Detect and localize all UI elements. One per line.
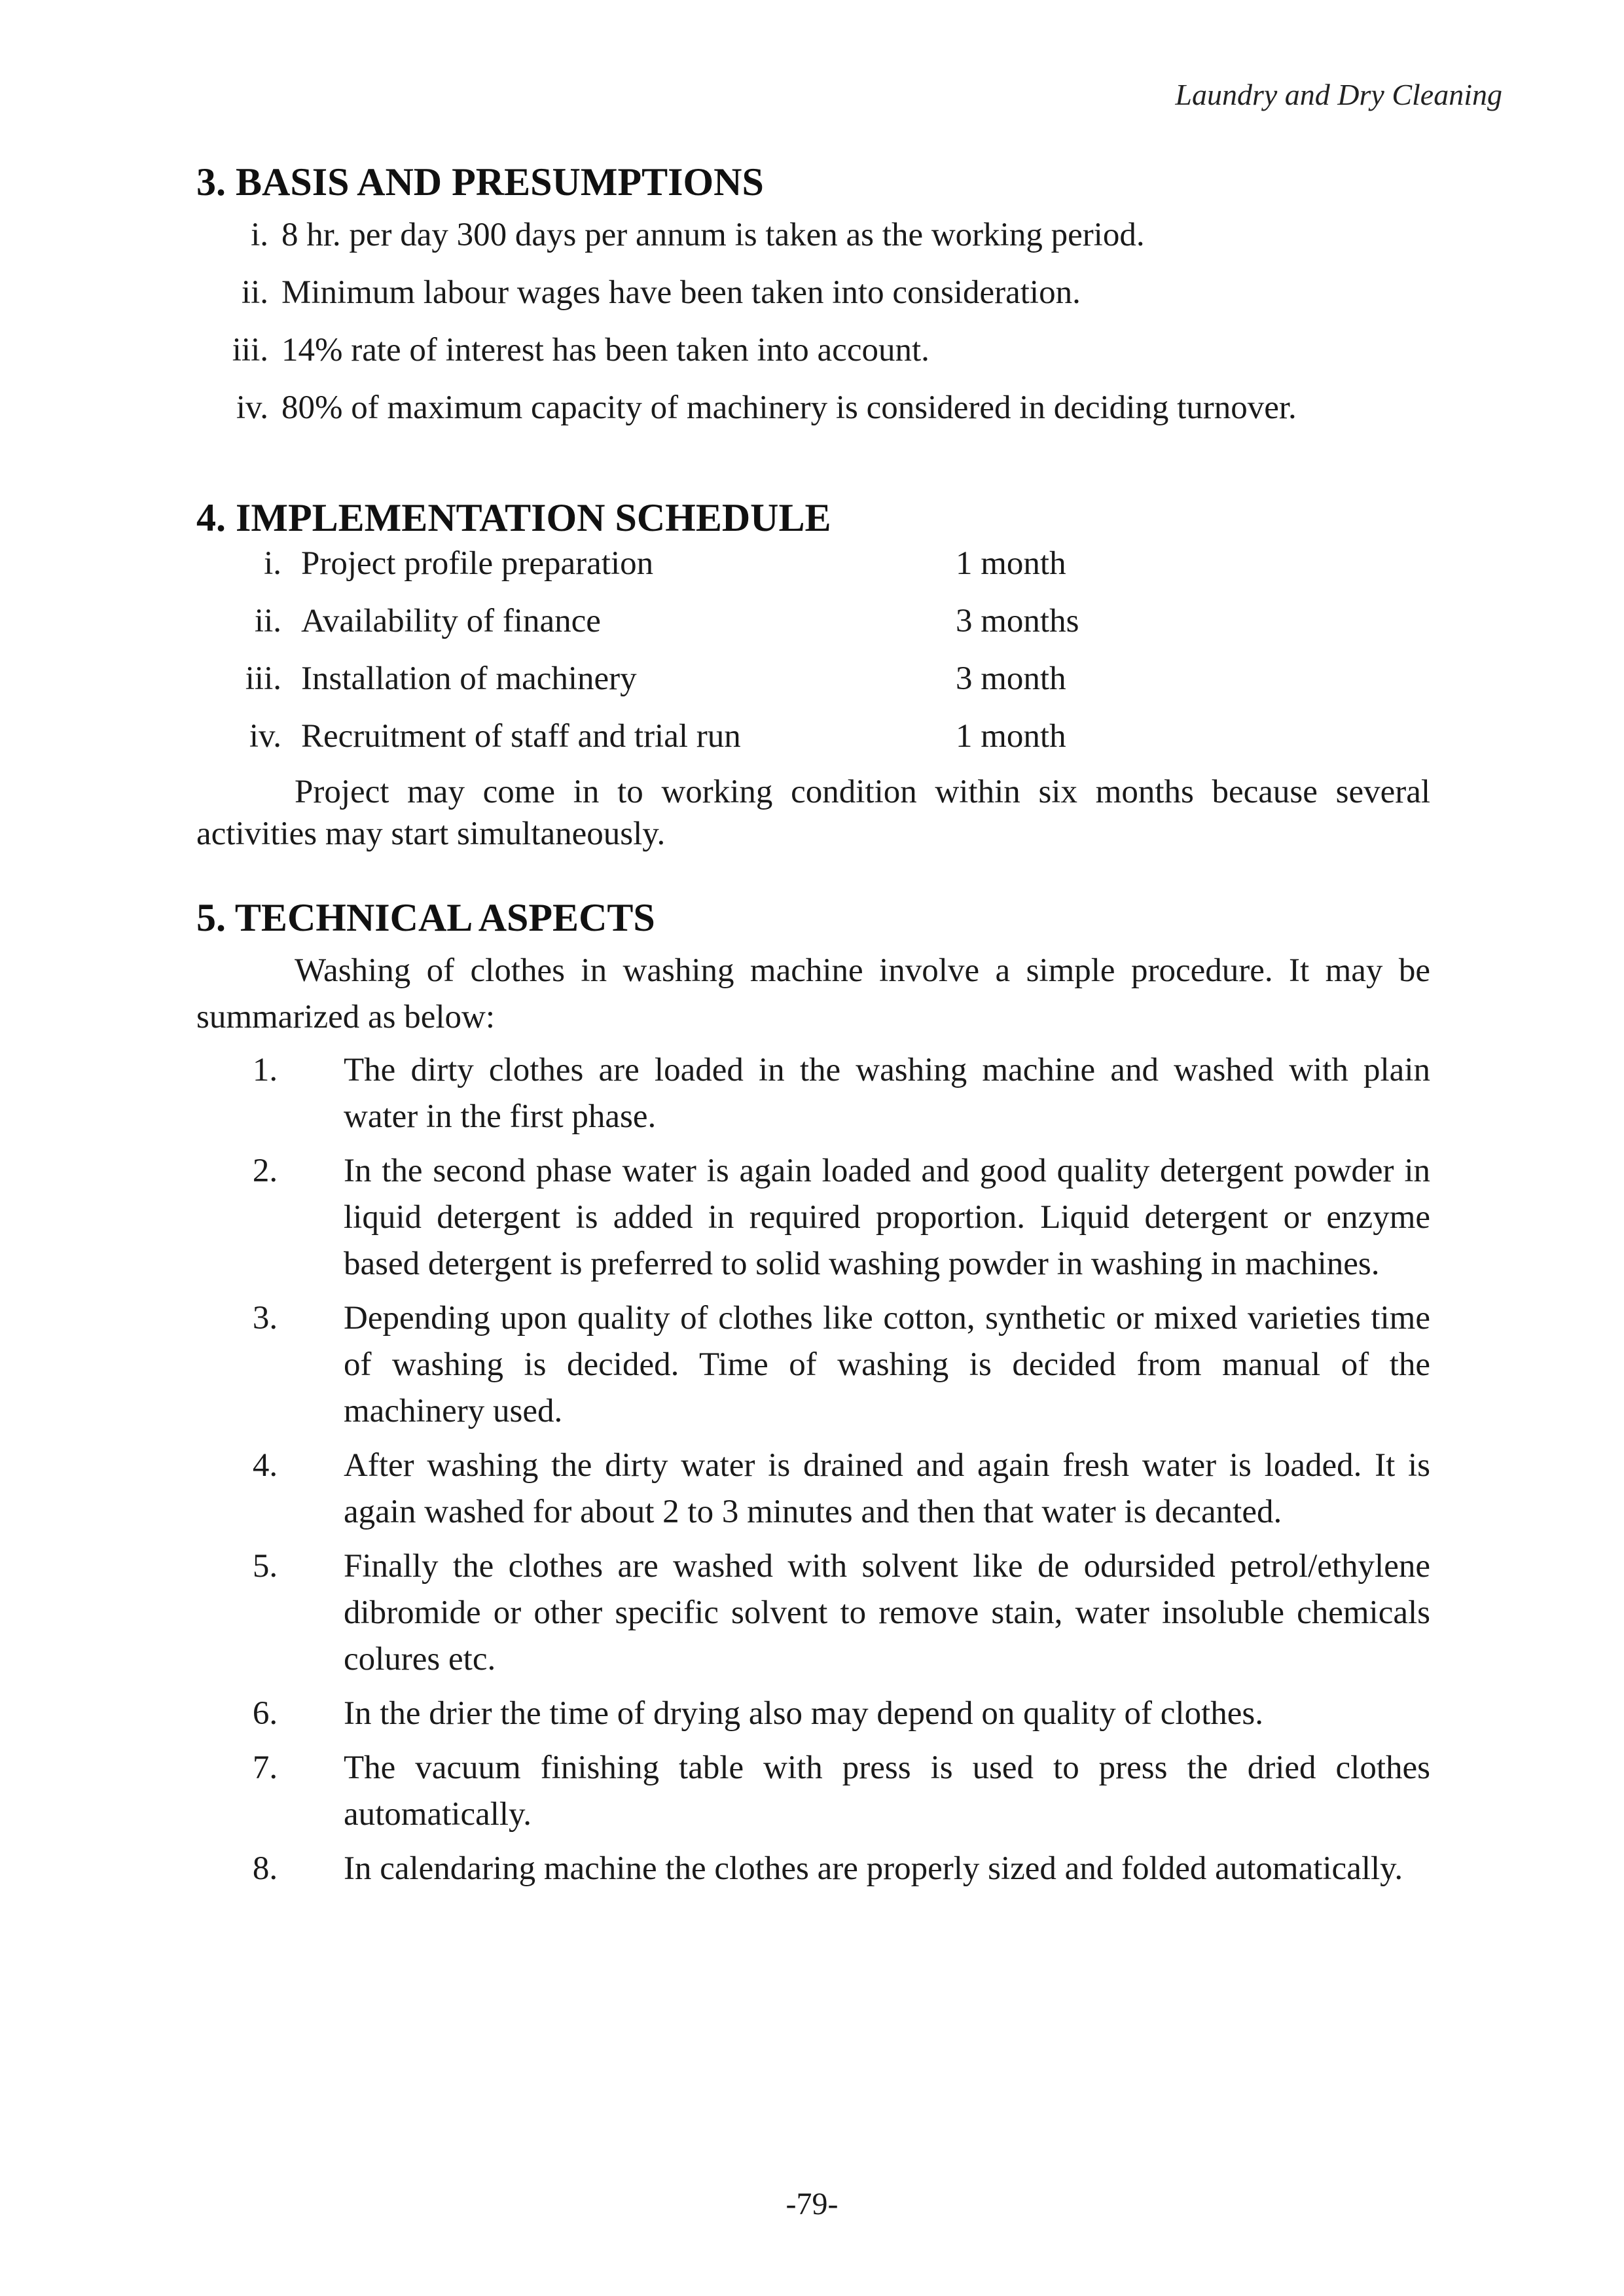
list-item [196,1745,1430,1838]
list-item [196,1047,1430,1140]
item-number: ii. [254,603,281,639]
list-item [196,1846,1430,1892]
list-item [196,212,1430,270]
step-text: The dirty clothes are loaded in the washing machine and washed with plain water in the first phase. [344,1052,1430,1135]
page-content [196,152,1430,1900]
basis-list [196,212,1430,442]
list-item [196,327,1430,385]
item-text: 14% rate of interest has been taken into account. [281,332,929,368]
item-number: iii. [232,332,268,368]
step-number: 6. [252,1695,278,1732]
schedule-row [196,541,1430,598]
item-number: i. [251,217,268,253]
step-number: 4. [252,1447,278,1484]
schedule-row [196,713,1430,771]
step-number: 2. [252,1153,278,1189]
schedule-task: Availability of finance [301,603,601,639]
procedure-steps [196,1047,1430,1892]
step-text: Finally the clothes are washed with solvent like de odursided petrol/ethylene dibromide or other specific solvent to remove stain, water insoluble chemicals colures etc. [344,1548,1430,1677]
schedule-duration: 3 months [956,603,1079,639]
list-item [196,1691,1430,1737]
list-item [196,270,1430,327]
item-number: i. [264,545,281,582]
step-text: Depending upon quality of clothes like cotton, synthetic or mixed varieties time of washing is decided. Time of washing is decided from manual of the machinery used. [344,1300,1430,1429]
schedule-task: Installation of machinery [301,660,637,697]
step-number: 1. [252,1052,278,1088]
schedule-note: Project may come in to working condition within six months because several activities may start simultaneously. [196,774,1430,852]
step-number: 8. [252,1850,278,1887]
page-number: -79- [785,2187,839,2221]
list-item [196,1148,1430,1287]
schedule-duration: 3 month [956,660,1066,697]
list-item [196,1295,1430,1435]
step-text: The vacuum finishing table with press is used to press the dried clothes automatically. [344,1749,1430,1833]
schedule-row [196,656,1430,713]
schedule-duration: 1 month [956,545,1066,582]
item-number: iii. [245,660,281,697]
step-text: After washing the dirty water is drained and again fresh water is loaded. It is again washed for about 2 to 3 minutes and then that water is decanted. [344,1447,1430,1530]
step-number: 3. [252,1300,278,1336]
schedule-row [196,598,1430,656]
item-number: iv. [249,718,281,755]
running-header: Laundry and Dry Cleaning [1175,78,1502,111]
section-3-heading: 3. BASIS AND PRESUMPTIONS [196,160,764,204]
item-text: 80% of maximum capacity of machinery is considered in deciding turnover. [281,389,1297,426]
schedule-duration: 1 month [956,718,1066,755]
item-text: 8 hr. per day 300 days per annum is taken as the working period. [281,217,1145,253]
technical-intro: Washing of clothes in washing machine involve a simple procedure. It may be summarized as below: [196,952,1430,1035]
step-number: 5. [252,1548,278,1585]
section-4-heading: 4. IMPLEMENTATION SCHEDULE [196,496,831,539]
section-5-heading: 5. TECHNICAL ASPECTS [196,896,655,939]
list-item [196,1543,1430,1683]
schedule-list [196,541,1430,771]
step-text: In the second phase water is again loaded and good quality detergent powder in liquid detergent is added in required proportion. Liquid detergent or enzyme based detergent is preferred to solid washing powder in washing in machines. [344,1153,1430,1282]
schedule-task: Project profile preparation [301,545,654,582]
item-number: ii. [241,274,268,311]
step-number: 7. [252,1749,278,1786]
item-number: iv. [236,389,268,426]
item-text: Minimum labour wages have been taken into consideration. [281,274,1081,311]
step-text: In the drier the time of drying also may depend on quality of clothes. [344,1695,1263,1732]
step-text: In calendaring machine the clothes are properly sized and folded automatically. [344,1850,1403,1887]
schedule-task: Recruitment of staff and trial run [301,718,741,755]
list-item [196,385,1430,442]
list-item [196,1443,1430,1535]
